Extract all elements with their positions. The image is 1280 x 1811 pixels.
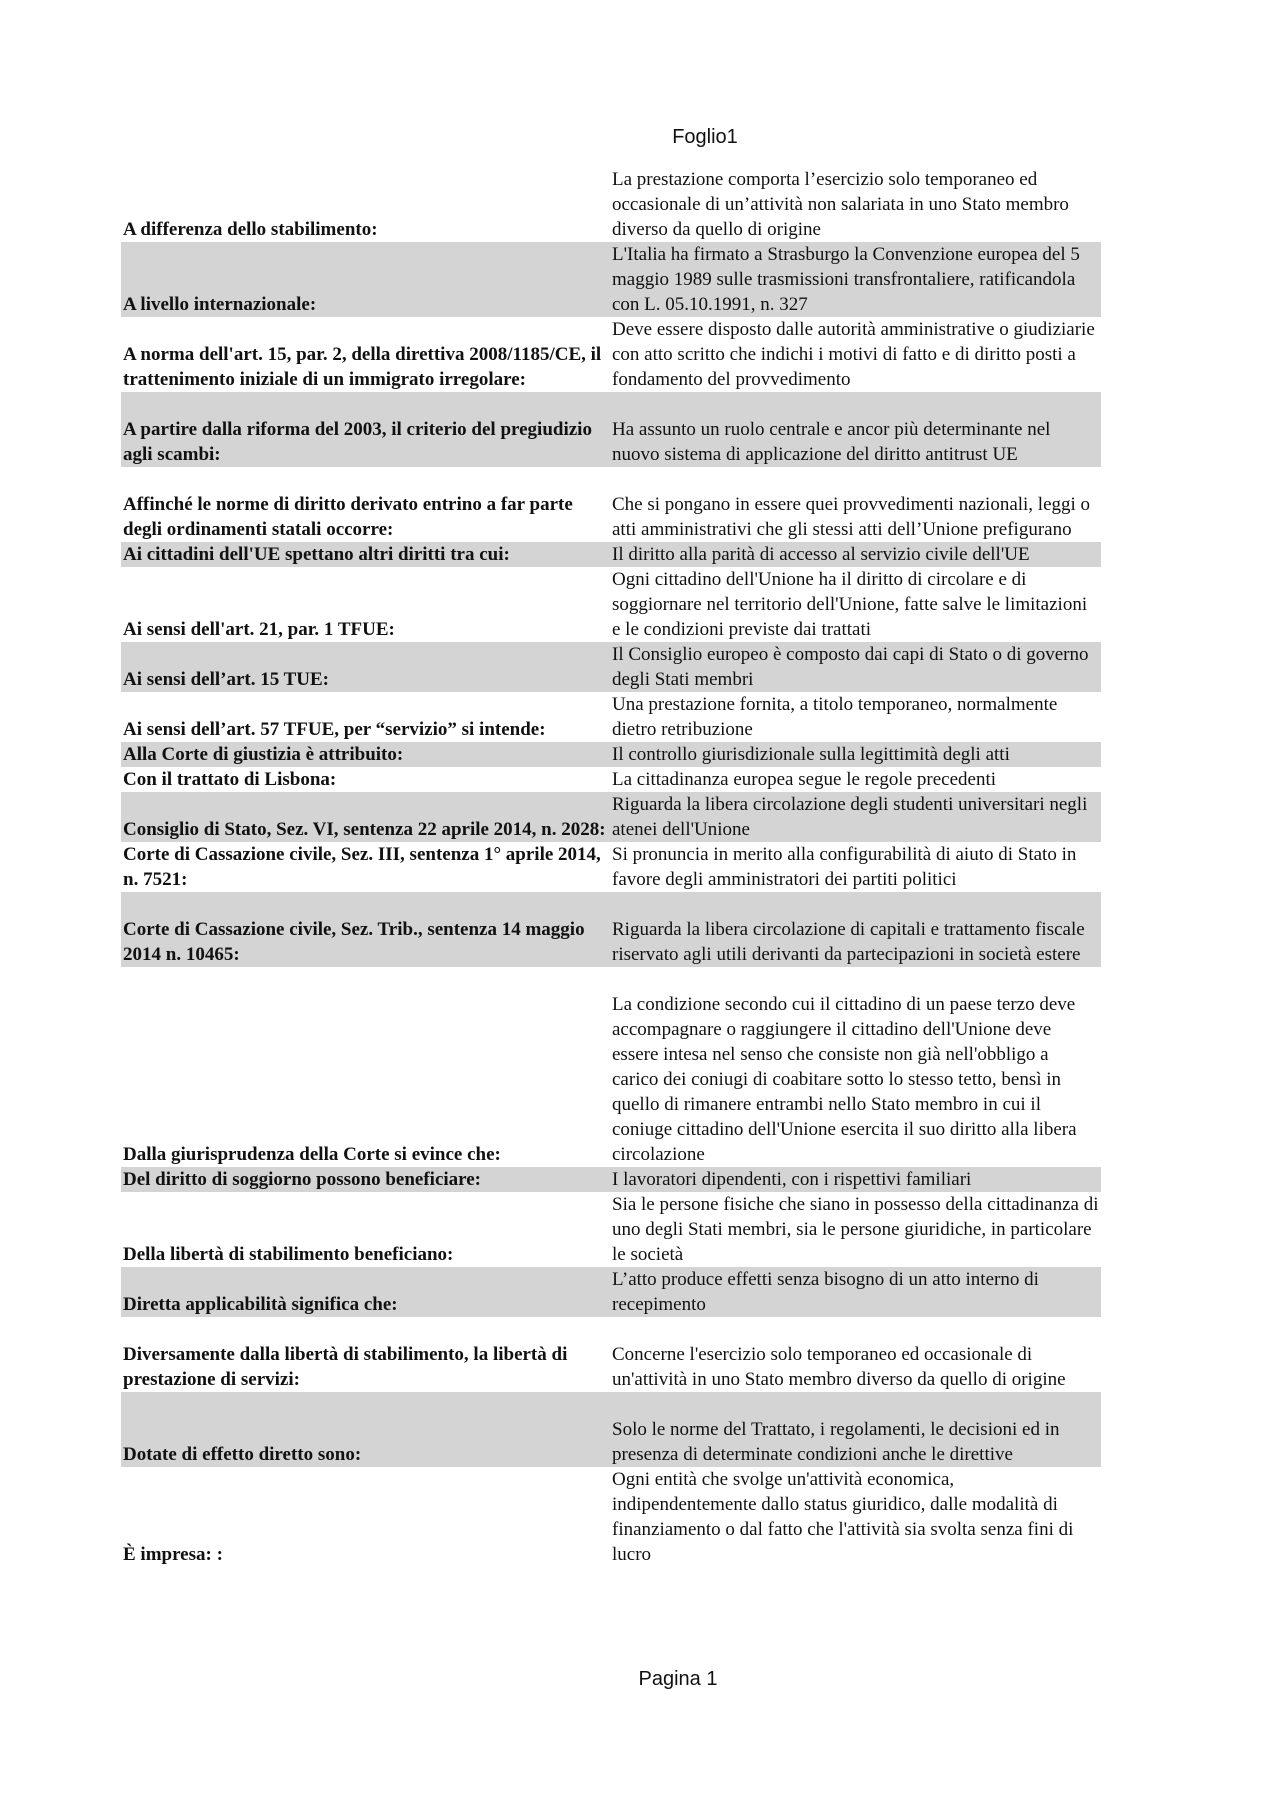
question-cell: Corte di Cassazione civile, Sez. III, sentenza 1° aprile 2014, n. 7521: [123, 844, 601, 890]
answer-cell: La prestazione comporta l’esercizio solo temporaneo ed occasionale di un’attività non salariata in uno Stato membro diverso da quello di origine [612, 169, 1069, 240]
table-row [121, 792, 1101, 842]
table-row [121, 317, 1101, 392]
table-row [121, 167, 1101, 242]
table-row [121, 392, 1101, 467]
question-cell: Alla Corte di giustizia è attribuito: [121, 742, 608, 767]
answer-cell: Ogni cittadino dell'Unione ha il diritto di circolare e di soggiornare nel territorio dell'Unione, fatte salve le limitazioni e le condizioni previste dai trattati [612, 569, 1088, 640]
answer-cell: Ha assunto un ruolo centrale e ancor più determinante nel nuovo sistema di applicazione del diritto antitrust UE [608, 392, 1101, 467]
question-cell: Ai sensi dell’art. 15 TUE: [121, 642, 608, 692]
table-row [121, 1267, 1101, 1317]
table-row [121, 467, 1101, 542]
qa-table [121, 167, 1101, 1567]
table-row [121, 1467, 1101, 1567]
question-cell: Diretta applicabilità significa che: [121, 1267, 608, 1317]
question-cell: A partire dalla riforma del 2003, il criterio del pregiudizio agli scambi: [121, 392, 608, 467]
question-cell: Diversamente dalla libertà di stabilimento, la libertà di prestazione di servizi: [123, 1344, 568, 1390]
table-row [121, 967, 1101, 1167]
table-row [121, 767, 1101, 792]
answer-cell: Che si pongano in essere quei provvedimenti nazionali, leggi o atti amministrativi che gli stessi atti dell’Unione prefigurano [612, 494, 1091, 540]
sheet-title: Foglio1 [672, 126, 738, 148]
table-row [121, 842, 1101, 892]
answer-cell: Riguarda la libera circolazione degli studenti universitari negli atenei dell'Unione [608, 792, 1101, 842]
answer-cell: Una prestazione fornita, a titolo temporaneo, normalmente dietro retribuzione [612, 694, 1058, 740]
answer-cell: Si pronuncia in merito alla configurabilità di aiuto di Stato in favore degli amministratori dei partiti politici [612, 844, 1077, 890]
answer-cell: L’atto produce effetti senza bisogno di un atto interno di recepimento [608, 1267, 1101, 1317]
answer-cell: La cittadinanza europea segue le regole precedenti [612, 769, 997, 790]
qa-table-body [121, 167, 1101, 1567]
table-row [121, 1317, 1101, 1392]
question-cell: Dalla giurisprudenza della Corte si evince che: [123, 1144, 501, 1165]
question-cell: Consiglio di Stato, Sez. VI, sentenza 22 aprile 2014, n. 2028: [121, 792, 608, 842]
question-cell: È impresa: : [123, 1544, 223, 1565]
question-cell: Corte di Cassazione civile, Sez. Trib., sentenza 14 maggio 2014 n. 10465: [121, 892, 608, 967]
table-row [121, 692, 1101, 742]
question-cell: A differenza dello stabilimento: [123, 219, 378, 240]
answer-cell: Solo le norme del Trattato, i regolamenti, le decisioni ed in presenza di determinate condizioni anche le direttive [608, 1392, 1101, 1467]
question-cell: Ai cittadini dell'UE spettano altri diritti tra cui: [121, 542, 608, 567]
answer-cell: Concerne l'esercizio solo temporaneo ed occasionale di un'attività in uno Stato membro diverso da quello di origine [612, 1344, 1066, 1390]
table-row [121, 742, 1101, 767]
answer-cell: L'Italia ha firmato a Strasburgo la Convenzione europea del 5 maggio 1989 sulle trasmissioni transfrontaliere, ratificandola con L. 05.10.1991, n. 327 [608, 242, 1101, 317]
answer-cell: La condizione secondo cui il cittadino di un paese terzo deve accompagnare o raggiungere il cittadino dell'Unione deve essere intesa nel senso che consiste non già nell'obbligo a carico dei coniugi di coabitare sotto lo stesso tetto, bensì in quello di rimanere entrambi nello Stato membro in cui il coniuge cittadino dell'Unione esercita il suo diritto alla libera circolazione [612, 994, 1077, 1165]
question-cell: Ai sensi dell'art. 21, par. 1 TFUE: [123, 619, 395, 640]
answer-cell: Il controllo giurisdizionale sulla legittimità degli atti [608, 742, 1101, 767]
answer-cell: Il Consiglio europeo è composto dai capi di Stato o di governo degli Stati membri [608, 642, 1101, 692]
question-cell: Dotate di effetto diretto sono: [121, 1392, 608, 1467]
answer-cell: Il diritto alla parità di accesso al servizio civile dell'UE [608, 542, 1101, 567]
table-row [121, 542, 1101, 567]
question-cell: A livello internazionale: [121, 242, 608, 317]
answer-cell: Ogni entità che svolge un'attività economica, indipendentemente dallo status giuridico, dalle modalità di finanziamento o dal fatto che l'attività sia svolta senza fini di lucro [612, 1469, 1074, 1565]
table-row [121, 1167, 1101, 1192]
table-row [121, 892, 1101, 967]
answer-cell: Sia le persone fisiche che siano in possesso della cittadinanza di uno degli Stati membri, sia le persone giuridiche, in particolare le società [612, 1194, 1099, 1265]
table-row [121, 642, 1101, 692]
table-row [121, 567, 1101, 642]
question-cell: Affinché le norme di diritto derivato entrino a far parte degli ordinamenti statali occorre: [123, 494, 573, 540]
question-cell: Con il trattato di Lisbona: [123, 769, 337, 790]
question-cell: Del diritto di soggiorno possono beneficiare: [121, 1167, 608, 1192]
answer-cell: Riguarda la libera circolazione di capitali e trattamento fiscale riservato agli utili derivanti da partecipazioni in società estere [608, 892, 1101, 967]
question-cell: Della libertà di stabilimento beneficiano: [123, 1244, 454, 1265]
table-row [121, 1192, 1101, 1267]
table-row [121, 242, 1101, 317]
question-cell: A norma dell'art. 15, par. 2, della direttiva 2008/1185/CE, il trattenimento iniziale di un immigrato irregolare: [123, 344, 602, 390]
answer-cell: I lavoratori dipendenti, con i rispettivi familiari [608, 1167, 1101, 1192]
answer-cell: Deve essere disposto dalle autorità amministrative o giudiziarie con atto scritto che indichi i motivi di fatto e di diritto posti a fondamento del provvedimento [612, 319, 1095, 390]
question-cell: Ai sensi dell’art. 57 TFUE, per “servizio” si intende: [123, 719, 546, 740]
page-number: Pagina 1 [638, 1668, 718, 1690]
table-row [121, 1392, 1101, 1467]
